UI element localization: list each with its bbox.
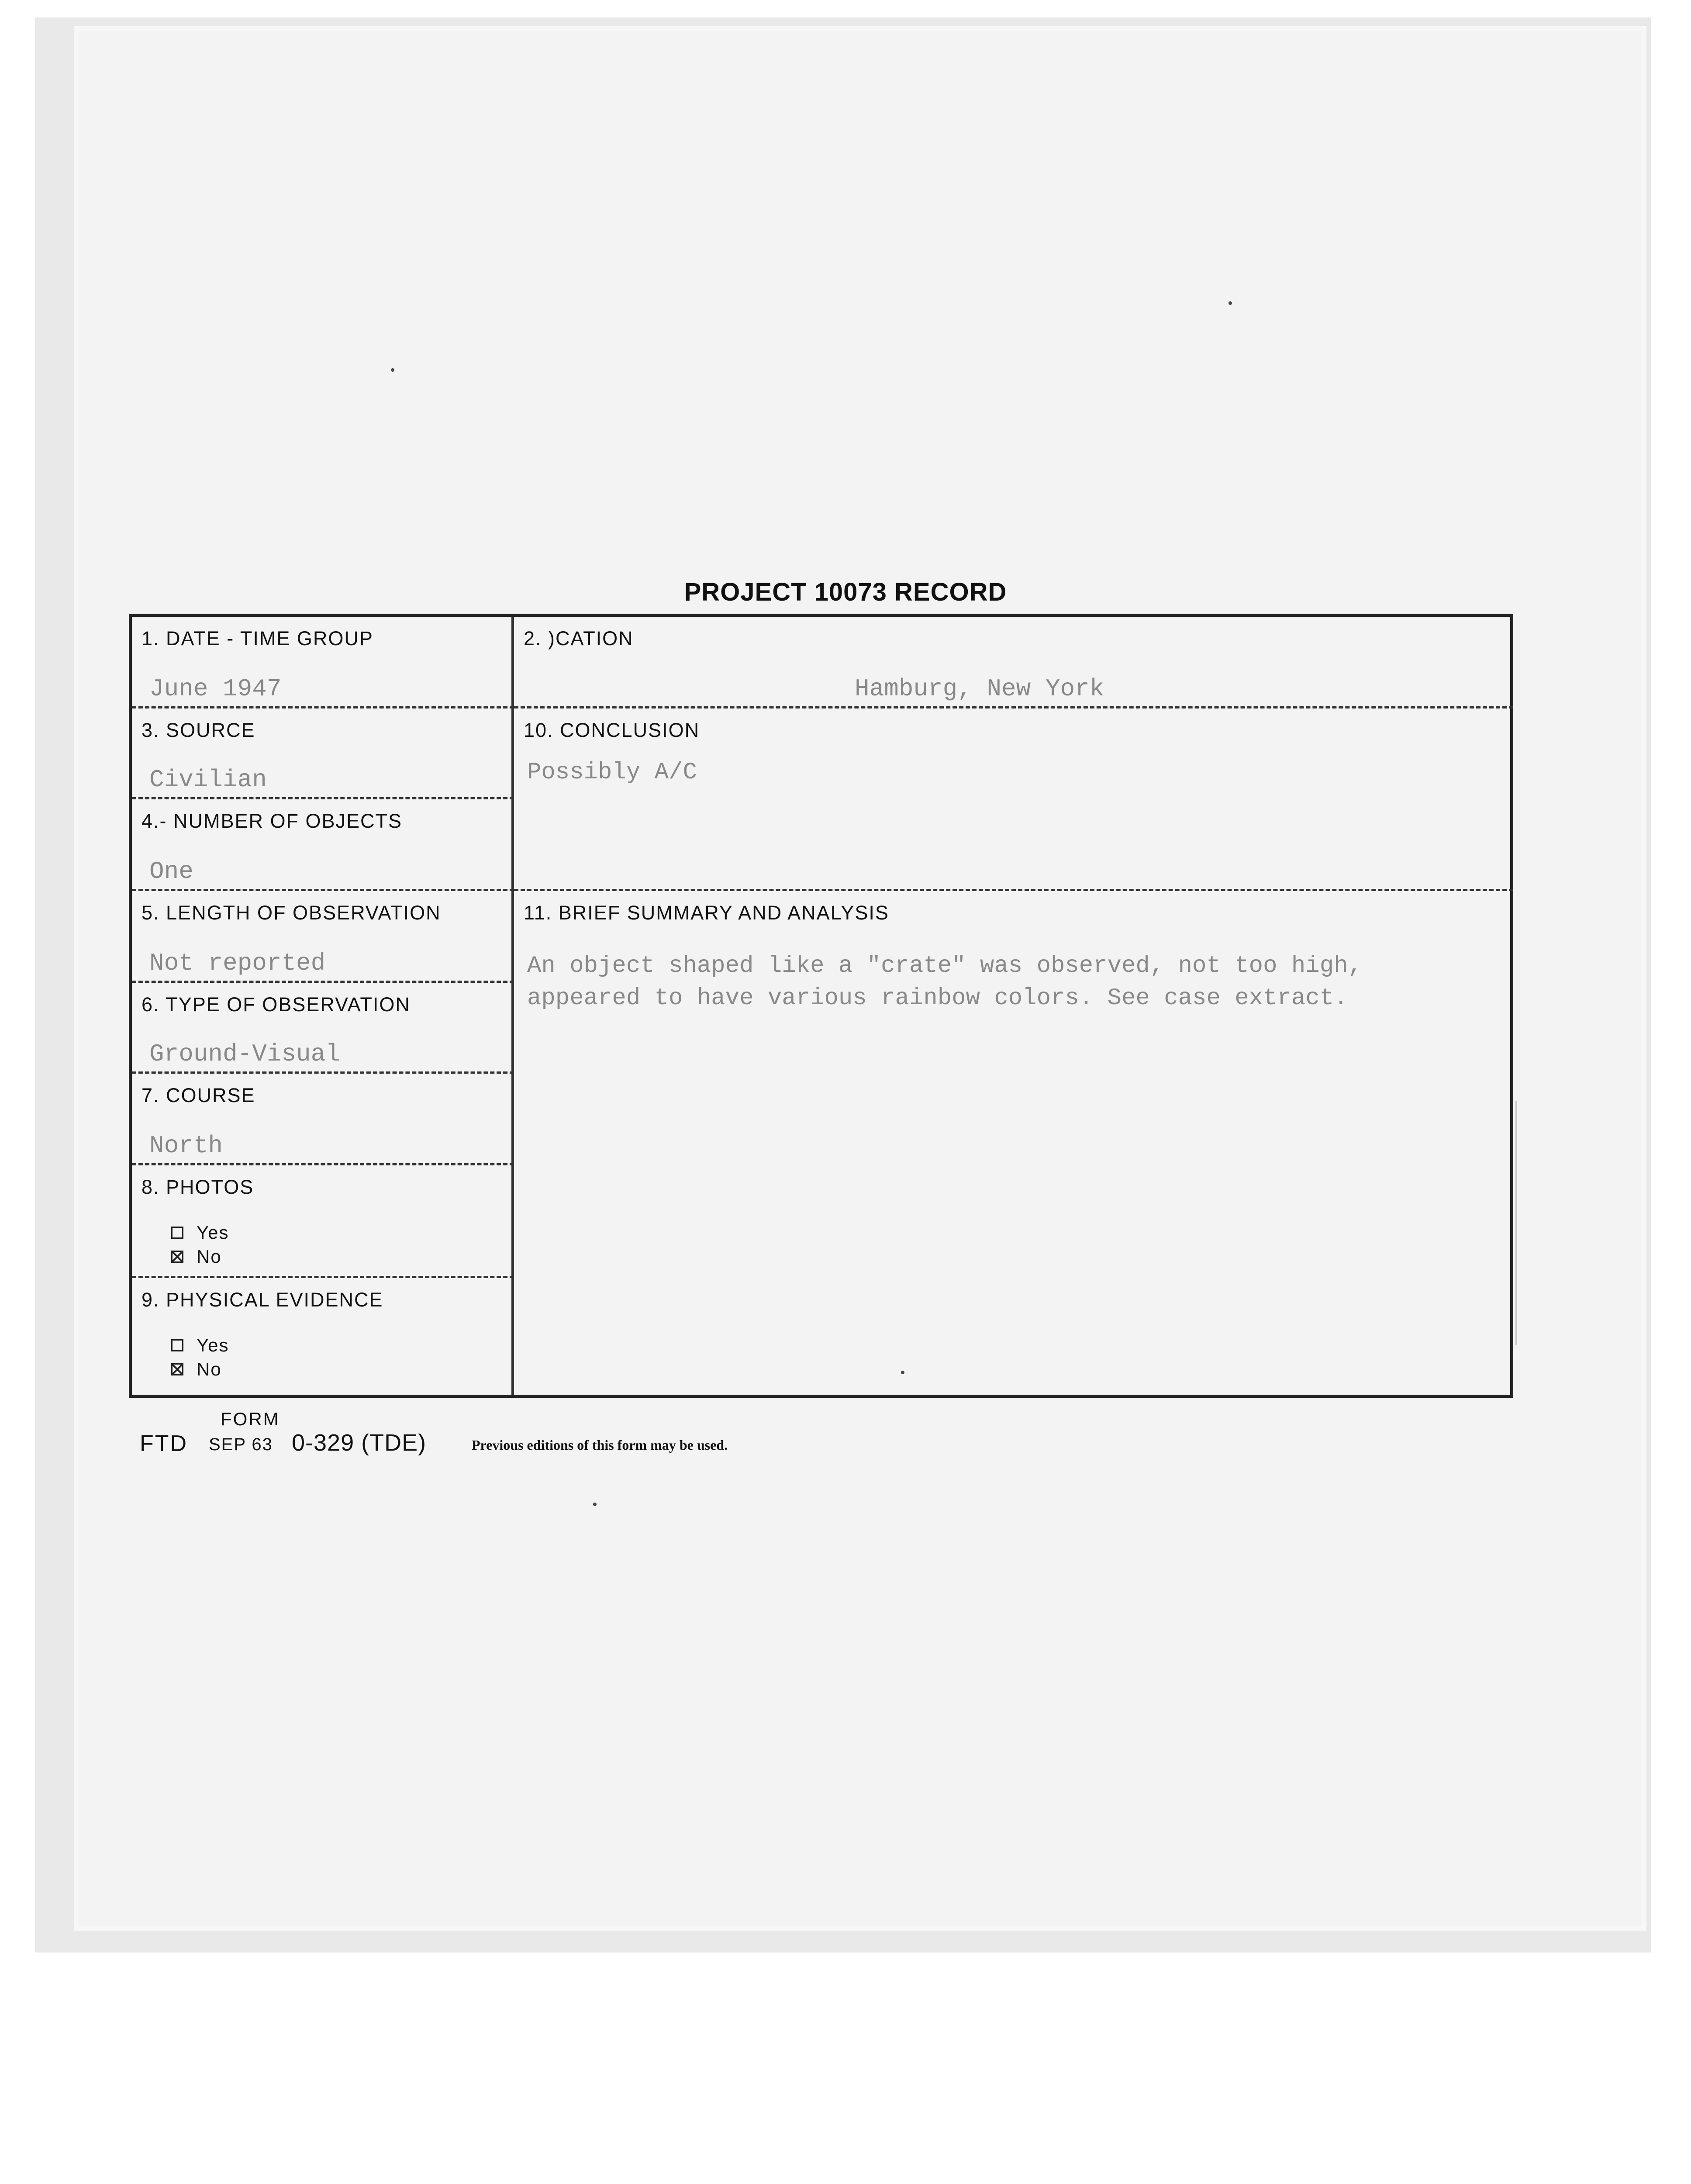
footer-note: Previous editions of this form may be used. — [472, 1437, 728, 1453]
summary-line-1: An object shaped like a "crate" was observed, not too high, — [527, 953, 1362, 979]
location-value: Hamburg, New York — [855, 675, 1104, 703]
footer-date: SEP 63 — [209, 1435, 273, 1454]
location-cell — [514, 617, 1513, 708]
course-label: 7. COURSE — [141, 1084, 255, 1106]
length-value: Not reported — [149, 949, 326, 977]
speck — [593, 1503, 597, 1506]
evidence-yes-label: Yes — [197, 1335, 229, 1355]
photos-yes-checkbox — [171, 1227, 183, 1239]
date-value: June 1947 — [149, 675, 282, 703]
objects-cell — [132, 799, 514, 891]
footer-ftd: FTD — [140, 1431, 188, 1456]
objects-value: One — [149, 857, 193, 885]
source-cell — [132, 708, 514, 799]
document-title: PROJECT 10073 RECORD — [684, 578, 1007, 606]
photos-yes-label: Yes — [197, 1222, 229, 1243]
evidence-no-option — [171, 1359, 222, 1380]
type-label: 6. TYPE OF OBSERVATION — [141, 993, 411, 1016]
summary-line-2: appeared to have various rainbow colors. See case extract. — [527, 985, 1348, 1012]
summary-cell — [514, 891, 1513, 1395]
source-value: Civilian — [149, 766, 267, 794]
speck — [1229, 301, 1232, 305]
evidence-label: 9. PHYSICAL EVIDENCE — [141, 1289, 383, 1311]
photos-yes-option — [171, 1222, 229, 1243]
date-label: 1. DATE - TIME GROUP — [141, 627, 373, 650]
type-cell — [132, 983, 514, 1074]
record-form — [129, 614, 1513, 1398]
photos-no-option — [171, 1246, 222, 1267]
course-value: North — [149, 1132, 223, 1160]
length-cell — [132, 891, 514, 983]
photos-no-checkbox — [171, 1251, 183, 1263]
speck — [391, 368, 394, 372]
evidence-no-label: No — [197, 1359, 222, 1379]
conclusion-value: Possibly A/C — [527, 759, 697, 786]
objects-label: 4.- NUMBER OF OBJECTS — [141, 810, 403, 832]
summary-label: 11. BRIEF SUMMARY AND ANALYSIS — [524, 902, 889, 924]
evidence-no-checkbox — [171, 1363, 183, 1375]
speck — [901, 1371, 904, 1374]
conclusion-cell — [514, 708, 1513, 891]
type-value: Ground-Visual — [149, 1040, 340, 1068]
course-cell — [132, 1074, 514, 1165]
margin-handwriting — [1515, 1101, 1543, 1345]
evidence-yes-checkbox — [171, 1339, 183, 1351]
date-cell — [132, 617, 514, 708]
footer-form-number: 0-329 (TDE) — [292, 1430, 427, 1456]
location-label: 2. )CATION — [524, 627, 634, 650]
length-label: 5. LENGTH OF OBSERVATION — [141, 902, 441, 924]
evidence-yes-option — [171, 1335, 229, 1356]
photos-cell — [132, 1165, 514, 1278]
conclusion-label: 10. CONCLUSION — [524, 719, 700, 741]
evidence-cell — [132, 1278, 514, 1395]
photos-label: 8. PHOTOS — [141, 1176, 254, 1198]
photos-no-label: No — [197, 1246, 222, 1267]
source-label: 3. SOURCE — [141, 719, 255, 741]
footer-form-label: FORM — [221, 1409, 280, 1429]
